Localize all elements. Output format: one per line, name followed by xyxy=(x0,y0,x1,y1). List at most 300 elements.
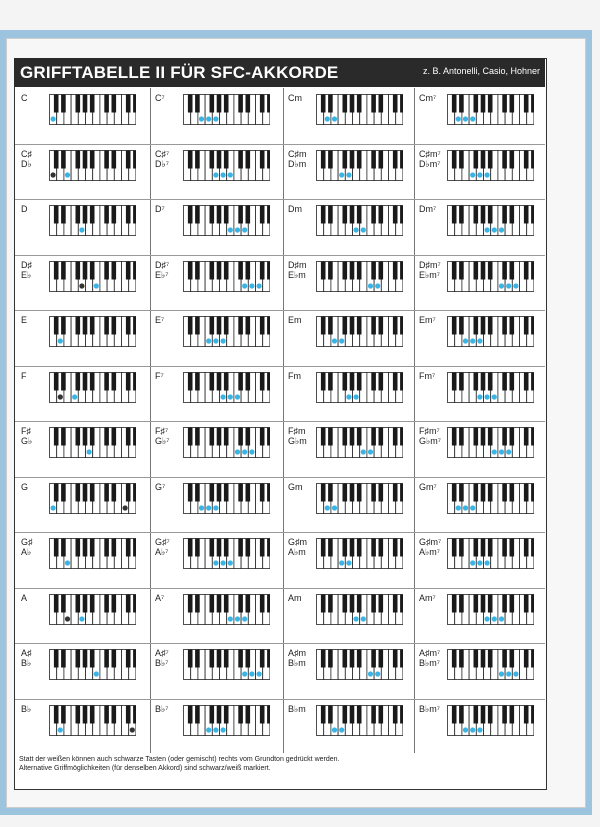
black-key xyxy=(393,484,398,502)
finger-dot xyxy=(206,505,211,510)
black-key xyxy=(343,428,348,446)
black-key xyxy=(524,484,529,502)
piano-keyboard-diagram xyxy=(49,649,136,680)
piano-keyboard-diagram xyxy=(316,538,403,569)
black-key xyxy=(112,317,117,335)
black-key xyxy=(452,484,457,502)
black-key xyxy=(61,484,66,502)
black-key xyxy=(133,539,136,557)
black-key xyxy=(510,151,515,169)
black-key xyxy=(112,428,117,446)
finger-dot xyxy=(506,671,511,676)
piano-keyboard-diagram xyxy=(183,372,270,403)
black-key xyxy=(502,428,507,446)
chord-name: F♯⁷ G♭⁷ xyxy=(155,426,170,446)
black-key xyxy=(531,595,534,613)
black-key xyxy=(61,262,66,280)
black-key xyxy=(224,262,229,280)
black-key xyxy=(379,706,384,724)
black-key xyxy=(217,206,222,224)
black-key xyxy=(328,373,333,391)
finger-dot xyxy=(463,727,468,732)
finger-dot xyxy=(213,116,218,121)
chord-name: B♭ xyxy=(21,704,32,714)
chord-name: C♯m⁷ D♭m⁷ xyxy=(419,149,441,169)
black-key xyxy=(393,650,398,668)
black-key xyxy=(61,151,66,169)
finger-dot xyxy=(242,449,247,454)
black-key xyxy=(502,95,507,113)
finger-dot xyxy=(463,338,468,343)
black-key xyxy=(195,595,200,613)
black-key xyxy=(126,595,131,613)
black-key xyxy=(54,595,59,613)
black-key xyxy=(217,650,222,668)
black-key xyxy=(76,650,81,668)
chord-name: B♭m⁷ xyxy=(419,704,441,714)
black-key xyxy=(321,317,326,335)
piano-keyboard-diagram xyxy=(49,205,136,236)
black-key xyxy=(452,650,457,668)
piano-keyboard-diagram xyxy=(447,538,534,569)
finger-dot xyxy=(361,227,366,232)
finger-dot xyxy=(506,283,511,288)
finger-dot xyxy=(492,616,497,621)
finger-dot xyxy=(492,449,497,454)
black-key xyxy=(54,706,59,724)
piano-keyboard-diagram xyxy=(183,261,270,292)
piano-keyboard-diagram xyxy=(316,372,403,403)
black-key xyxy=(379,317,384,335)
black-key xyxy=(531,484,534,502)
black-key xyxy=(524,95,529,113)
black-key xyxy=(393,706,398,724)
finger-dot xyxy=(499,283,504,288)
piano-keyboard-diagram xyxy=(316,150,403,181)
black-key xyxy=(260,539,265,557)
finger-dot xyxy=(470,505,475,510)
black-key xyxy=(502,373,507,391)
black-key xyxy=(126,539,131,557)
finger-dot xyxy=(346,172,351,177)
finger-dot xyxy=(339,172,344,177)
black-key xyxy=(90,706,95,724)
black-key xyxy=(267,484,270,502)
black-key xyxy=(343,539,348,557)
finger-dot xyxy=(87,449,92,454)
finger-dot xyxy=(242,227,247,232)
chord-name: D♯m⁷ E♭m⁷ xyxy=(419,260,441,280)
finger-dot xyxy=(325,505,330,510)
chord-name: F xyxy=(21,371,27,381)
row-divider xyxy=(15,310,545,311)
black-key xyxy=(474,539,479,557)
black-key xyxy=(217,484,222,502)
black-key xyxy=(531,95,534,113)
finger-dot xyxy=(206,727,211,732)
piano-keyboard-diagram xyxy=(316,205,403,236)
finger-dot xyxy=(213,338,218,343)
black-key xyxy=(488,262,493,280)
piano-keyboard-diagram xyxy=(447,150,534,181)
finger-dot xyxy=(485,560,490,565)
black-key xyxy=(357,151,362,169)
black-key xyxy=(350,151,355,169)
black-key xyxy=(474,206,479,224)
chord-name: Cm⁷ xyxy=(419,93,437,103)
black-key xyxy=(217,151,222,169)
black-key xyxy=(90,484,95,502)
black-key xyxy=(524,373,529,391)
black-key xyxy=(112,650,117,668)
chord-name: C♯ D♭ xyxy=(21,149,32,169)
finger-dot xyxy=(213,560,218,565)
black-key xyxy=(379,428,384,446)
black-key xyxy=(350,95,355,113)
black-key xyxy=(328,428,333,446)
black-key xyxy=(90,373,95,391)
black-key xyxy=(474,262,479,280)
finger-dot xyxy=(325,116,330,121)
black-key xyxy=(474,484,479,502)
piano-keyboard-diagram xyxy=(316,427,403,458)
black-key xyxy=(510,373,515,391)
black-key xyxy=(400,428,403,446)
piano-keyboard-diagram xyxy=(316,261,403,292)
black-key xyxy=(90,428,95,446)
finger-dot xyxy=(492,227,497,232)
black-key xyxy=(321,151,326,169)
black-key xyxy=(328,595,333,613)
black-key xyxy=(112,95,117,113)
black-key xyxy=(531,262,534,280)
black-key xyxy=(112,539,117,557)
row-divider xyxy=(15,532,545,533)
finger-dot xyxy=(228,560,233,565)
black-key xyxy=(488,595,493,613)
black-key xyxy=(452,317,457,335)
finger-dot xyxy=(463,505,468,510)
finger-dot xyxy=(485,227,490,232)
black-key xyxy=(61,95,66,113)
black-key xyxy=(238,428,243,446)
black-key xyxy=(224,317,229,335)
chord-name: C xyxy=(21,93,28,103)
black-key xyxy=(379,595,384,613)
black-key xyxy=(112,262,117,280)
black-key xyxy=(104,650,109,668)
black-key xyxy=(531,151,534,169)
black-key xyxy=(357,484,362,502)
black-key xyxy=(502,262,507,280)
black-key xyxy=(104,706,109,724)
black-key xyxy=(371,539,376,557)
black-key xyxy=(133,595,136,613)
black-key xyxy=(188,95,193,113)
black-key xyxy=(321,484,326,502)
black-key xyxy=(76,317,81,335)
finger-dot xyxy=(477,727,482,732)
black-key xyxy=(260,95,265,113)
black-key xyxy=(195,317,200,335)
black-key xyxy=(195,484,200,502)
chord-name: Cm xyxy=(288,93,302,103)
black-key xyxy=(90,262,95,280)
black-key xyxy=(459,317,464,335)
finger-dot xyxy=(513,671,518,676)
black-key xyxy=(357,706,362,724)
black-key xyxy=(238,373,243,391)
black-key xyxy=(210,317,215,335)
black-key xyxy=(481,706,486,724)
black-key xyxy=(379,373,384,391)
chord-name: G⁷ xyxy=(155,482,166,492)
black-key xyxy=(524,706,529,724)
black-key xyxy=(357,373,362,391)
piano-keyboard-diagram xyxy=(447,705,534,736)
piano-keyboard-diagram xyxy=(49,94,136,125)
finger-dot xyxy=(470,116,475,121)
finger-dot xyxy=(470,727,475,732)
black-key xyxy=(83,428,88,446)
black-key xyxy=(54,206,59,224)
chord-name: D♯m E♭m xyxy=(288,260,307,280)
black-key xyxy=(90,650,95,668)
black-key xyxy=(217,317,222,335)
piano-keyboard-diagram xyxy=(316,94,403,125)
black-key xyxy=(393,595,398,613)
black-key xyxy=(502,539,507,557)
black-key xyxy=(246,262,251,280)
piano-keyboard-diagram xyxy=(316,594,403,625)
alternative-finger-dot xyxy=(130,727,135,732)
black-key xyxy=(400,317,403,335)
black-key xyxy=(210,262,215,280)
black-key xyxy=(459,650,464,668)
black-key xyxy=(195,151,200,169)
black-key xyxy=(400,151,403,169)
black-key xyxy=(195,206,200,224)
black-key xyxy=(328,484,333,502)
black-key xyxy=(126,262,131,280)
row-divider xyxy=(15,421,545,422)
black-key xyxy=(210,151,215,169)
chord-name: F♯ G♭ xyxy=(21,426,33,446)
black-key xyxy=(195,706,200,724)
black-key xyxy=(393,373,398,391)
black-key xyxy=(459,539,464,557)
black-key xyxy=(452,151,457,169)
black-key xyxy=(217,373,222,391)
finger-dot xyxy=(221,172,226,177)
black-key xyxy=(76,484,81,502)
black-key xyxy=(502,206,507,224)
black-key xyxy=(133,262,136,280)
piano-keyboard-diagram xyxy=(316,705,403,736)
piano-keyboard-diagram xyxy=(49,427,136,458)
black-key xyxy=(133,428,136,446)
black-key xyxy=(371,262,376,280)
finger-dot xyxy=(58,727,63,732)
finger-dot xyxy=(242,283,247,288)
black-key xyxy=(328,706,333,724)
black-key xyxy=(112,484,117,502)
black-key xyxy=(321,650,326,668)
piano-keyboard-diagram xyxy=(447,427,534,458)
black-key xyxy=(267,595,270,613)
black-key xyxy=(112,595,117,613)
chord-name: Am⁷ xyxy=(419,593,436,603)
black-key xyxy=(76,151,81,169)
black-key xyxy=(321,428,326,446)
finger-dot xyxy=(213,172,218,177)
black-key xyxy=(393,317,398,335)
black-key xyxy=(246,373,251,391)
chord-name: G♯ A♭ xyxy=(21,537,33,557)
finger-dot xyxy=(242,616,247,621)
chord-name: D♯ E♭ xyxy=(21,260,32,280)
black-key xyxy=(246,151,251,169)
alternative-finger-dot xyxy=(51,172,56,177)
black-key xyxy=(83,373,88,391)
black-key xyxy=(61,428,66,446)
black-key xyxy=(246,428,251,446)
black-key xyxy=(328,151,333,169)
chord-name: Fm xyxy=(288,371,301,381)
black-key xyxy=(188,539,193,557)
black-key xyxy=(474,428,479,446)
black-key xyxy=(126,151,131,169)
black-key xyxy=(76,262,81,280)
finger-dot xyxy=(361,616,366,621)
black-key xyxy=(321,706,326,724)
finger-dot xyxy=(65,560,70,565)
black-key xyxy=(488,539,493,557)
black-key xyxy=(452,595,457,613)
credit-text: z. B. Antonelli, Casio, Hohner xyxy=(422,66,540,76)
finger-dot xyxy=(375,671,380,676)
black-key xyxy=(54,539,59,557)
black-key xyxy=(133,151,136,169)
black-key xyxy=(238,317,243,335)
black-key xyxy=(488,484,493,502)
black-key xyxy=(531,206,534,224)
black-key xyxy=(260,650,265,668)
piano-keyboard-diagram xyxy=(447,94,534,125)
row-divider xyxy=(15,199,545,200)
black-key xyxy=(343,151,348,169)
black-key xyxy=(321,373,326,391)
black-key xyxy=(126,650,131,668)
chord-name: G♯m A♭m xyxy=(288,537,307,557)
black-key xyxy=(61,706,66,724)
black-key xyxy=(54,317,59,335)
black-key xyxy=(379,95,384,113)
black-key xyxy=(210,706,215,724)
piano-keyboard-diagram xyxy=(49,594,136,625)
black-key xyxy=(488,317,493,335)
black-key xyxy=(452,95,457,113)
black-key xyxy=(321,262,326,280)
chord-name: C⁷ xyxy=(155,93,165,103)
black-key xyxy=(126,206,131,224)
black-key xyxy=(188,706,193,724)
black-key xyxy=(343,650,348,668)
black-key xyxy=(400,206,403,224)
piano-keyboard-diagram xyxy=(183,427,270,458)
black-key xyxy=(83,206,88,224)
piano-keyboard-diagram xyxy=(447,316,534,347)
black-key xyxy=(321,539,326,557)
black-key xyxy=(224,650,229,668)
black-key xyxy=(76,95,81,113)
black-key xyxy=(357,595,362,613)
black-key xyxy=(459,595,464,613)
black-key xyxy=(224,206,229,224)
black-key xyxy=(357,317,362,335)
black-key xyxy=(267,206,270,224)
black-key xyxy=(210,373,215,391)
finger-dot xyxy=(368,283,373,288)
chord-name: Gm⁷ xyxy=(419,482,437,492)
black-key xyxy=(400,484,403,502)
black-key xyxy=(502,317,507,335)
chord-name: Gm xyxy=(288,482,303,492)
black-key xyxy=(210,95,215,113)
finger-dot xyxy=(375,283,380,288)
black-key xyxy=(224,95,229,113)
black-key xyxy=(104,262,109,280)
piano-keyboard-diagram xyxy=(447,261,534,292)
black-key xyxy=(54,262,59,280)
finger-dot xyxy=(346,394,351,399)
black-key xyxy=(379,151,384,169)
finger-dot xyxy=(235,616,240,621)
piano-keyboard-diagram xyxy=(447,372,534,403)
black-key xyxy=(90,206,95,224)
row-divider xyxy=(15,477,545,478)
black-key xyxy=(224,706,229,724)
chord-name: Am xyxy=(288,593,302,603)
black-key xyxy=(459,706,464,724)
black-key xyxy=(474,373,479,391)
chord-name: F⁷ xyxy=(155,371,164,381)
finger-dot xyxy=(199,116,204,121)
finger-dot xyxy=(228,172,233,177)
black-key xyxy=(481,317,486,335)
black-key xyxy=(260,206,265,224)
black-key xyxy=(474,595,479,613)
black-key xyxy=(54,373,59,391)
black-key xyxy=(126,428,131,446)
black-key xyxy=(90,595,95,613)
alternative-finger-dot xyxy=(123,505,128,510)
black-key xyxy=(112,706,117,724)
black-key xyxy=(133,373,136,391)
alternative-finger-dot xyxy=(79,283,84,288)
black-key xyxy=(371,151,376,169)
black-key xyxy=(83,706,88,724)
piano-keyboard-diagram xyxy=(183,483,270,514)
black-key xyxy=(104,151,109,169)
black-key xyxy=(524,428,529,446)
chord-name: G♯m⁷ A♭m⁷ xyxy=(419,537,442,557)
finger-dot xyxy=(213,727,218,732)
black-key xyxy=(54,484,59,502)
black-key xyxy=(238,95,243,113)
black-key xyxy=(238,650,243,668)
black-key xyxy=(510,539,515,557)
